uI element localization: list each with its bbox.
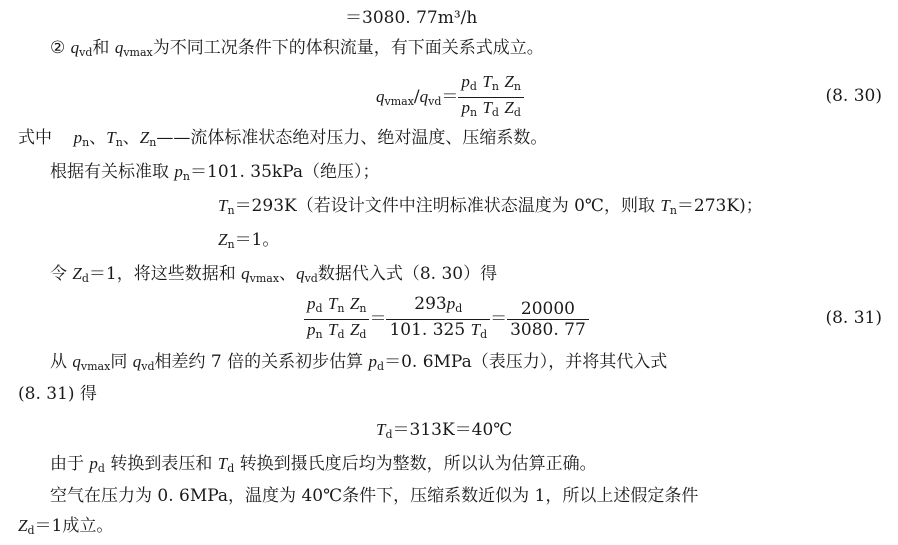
flow-result-text: ＝3080. 77m³/h [345, 8, 478, 28]
sub-d: d [491, 106, 499, 119]
text: 转换到表压和 [110, 454, 218, 474]
numerator [458, 72, 523, 98]
text: ＝1，将这些数据和 [88, 264, 242, 284]
text: 数据代入式（8. 30）得 [317, 264, 498, 284]
estimation-line [50, 350, 667, 379]
symbol-q: q [70, 38, 80, 57]
symbol-T: T [106, 128, 116, 147]
symbol-Z: Z [349, 294, 360, 313]
text: 转换到摄氏度后均为整数，所以认为估算正确。 [239, 454, 597, 474]
equals-sign: ＝ [490, 309, 508, 329]
equation-8-30 [376, 72, 524, 124]
sub-vmax: vmax [384, 95, 414, 108]
pn-line [50, 160, 380, 189]
sub-d: d [27, 524, 35, 537]
slash: / [413, 87, 420, 107]
sub-vd: vd [304, 272, 318, 285]
text: ＝101. 35kPa（绝压）； [190, 162, 380, 182]
symbol-T: T [328, 320, 338, 339]
symbol-p: p [461, 72, 470, 91]
symbol-T: T [470, 320, 481, 339]
sub-d: d [513, 106, 521, 119]
sub-n: n [669, 204, 677, 217]
symbol-p: p [174, 162, 183, 181]
tn-line [218, 194, 763, 223]
sub-d: d [97, 462, 105, 475]
sub-vmax: vmax [249, 272, 280, 285]
number: 293 [414, 294, 447, 314]
sub-vd: vd [79, 46, 93, 59]
sub-n: n [491, 80, 499, 93]
symbol-p: p [461, 98, 470, 117]
symbol-Z: Z [18, 516, 28, 535]
symbol-q: q [114, 38, 124, 57]
paragraph-text: 为不同工况条件下的体积流量，有下面关系式成立。 [152, 38, 544, 58]
prefix-text: 式中 [18, 128, 52, 148]
symbol-T: T [482, 72, 492, 91]
denominator [304, 320, 369, 345]
symbol-T: T [482, 98, 492, 117]
text: ＝273K)； [676, 196, 763, 216]
sub-n: n [359, 302, 367, 315]
text-and: 和 [92, 38, 115, 58]
sub-d: d [480, 328, 488, 341]
symbol-p: p [89, 454, 98, 473]
sub-n: n [315, 328, 323, 341]
numerator: 20000 [507, 299, 589, 320]
air-condition-line [50, 484, 698, 508]
sub-n: n [337, 302, 345, 315]
fraction [304, 294, 369, 345]
substitution-line [50, 262, 497, 291]
denominator: 3080. 77 [510, 320, 586, 340]
text: ＝1成立。 [34, 516, 114, 536]
paragraph-volume-flow [50, 36, 544, 65]
symbol-T: T [218, 196, 228, 215]
symbol-T: T [660, 196, 670, 215]
sub-d: d [455, 302, 463, 315]
sub-d: d [385, 428, 393, 441]
symbol-Z: Z [504, 72, 514, 91]
sub-n: n [115, 136, 123, 149]
sub-n: n [149, 136, 157, 149]
number: 101. 325 [389, 320, 466, 340]
text: ＝293K（若设计文件中注明标准状态温度为 0℃，则取 [234, 196, 661, 216]
symbol-p: p [446, 294, 456, 313]
symbol-q: q [132, 352, 142, 371]
equation-number-8-30: (8. 30) [825, 86, 882, 106]
denominator [386, 320, 490, 345]
symbol-q: q [72, 352, 81, 371]
equals-sign: ＝ [441, 87, 459, 107]
symbol-Z: Z [72, 264, 82, 283]
symbol-T: T [217, 454, 228, 473]
estimation-line-2 [18, 382, 97, 406]
sub-n: n [227, 204, 235, 217]
sub-n: n [513, 80, 521, 93]
sub-vmax: vmax [80, 360, 111, 373]
symbol-p: p [368, 352, 378, 371]
symbol-T: T [327, 294, 338, 313]
equation-number-8-31: (8. 31) [825, 308, 882, 328]
td-result-line [376, 418, 512, 447]
text: ＝313K＝40℃ [392, 420, 513, 440]
symbol-p: p [73, 128, 83, 147]
sub-n: n [82, 136, 90, 149]
separator: 、 [122, 128, 140, 148]
fraction [386, 294, 490, 345]
sub-d: d [337, 328, 345, 341]
symbol-q: q [241, 264, 250, 283]
separator: 、 [89, 128, 107, 148]
sub-n: n [469, 106, 478, 119]
symbol-Z: Z [504, 98, 514, 117]
denominator [458, 98, 523, 123]
symbol-q: q [419, 87, 429, 106]
sub-d: d [359, 328, 367, 341]
zn-line [218, 228, 279, 257]
sub-d: d [377, 360, 385, 373]
text: 根据有关标准取 [50, 162, 175, 182]
symbol-p: p [307, 320, 316, 339]
sub-vd: vd [428, 95, 442, 108]
symbol-q: q [376, 87, 385, 106]
text: ＝1。 [234, 230, 280, 250]
equals-sign: ＝ [369, 309, 387, 329]
symbol-Z: Z [218, 230, 228, 249]
numerator [386, 294, 490, 320]
conversion-line [50, 452, 597, 481]
text: 由于 [50, 454, 90, 474]
sub-vmax: vmax [123, 46, 153, 59]
text: ＝0. 6MPa（表压力），并将其代入式 [384, 352, 668, 372]
symbol-p: p [307, 294, 316, 313]
circled-number: ② [50, 38, 71, 58]
symbol-q: q [296, 264, 305, 283]
sub-n: n [182, 170, 190, 183]
symbol-Z: Z [349, 320, 360, 339]
text: 空气在压力为 0. 6MPa，温度为 40℃条件下，压缩系数近似为 1，所以上述假定条件 [50, 486, 699, 506]
sub-d: d [469, 80, 477, 93]
text: 同 [110, 352, 133, 372]
text: 令 [50, 264, 73, 284]
fraction [458, 72, 523, 123]
definition-text: ——流体标准状态绝对压力、绝对温度、压缩系数。 [156, 128, 548, 148]
text: 相差约 7 倍的关系初步估算 [154, 352, 369, 372]
sub-d: d [315, 302, 323, 315]
numerator [304, 294, 369, 320]
definition-line [18, 126, 547, 155]
symbol-T: T [376, 420, 386, 439]
symbol-Z: Z [139, 128, 150, 147]
flow-result-line [345, 6, 477, 30]
sub-d: d [81, 272, 89, 285]
text: 、 [279, 264, 297, 284]
text: 从 [50, 352, 73, 372]
sub-n: n [227, 238, 235, 251]
conclusion-line [18, 514, 113, 543]
equation-8-31 [304, 294, 589, 345]
sub-vd: vd [141, 360, 155, 373]
sub-d: d [227, 462, 235, 475]
text: (8. 31) 得 [18, 384, 97, 404]
fraction [507, 299, 589, 340]
